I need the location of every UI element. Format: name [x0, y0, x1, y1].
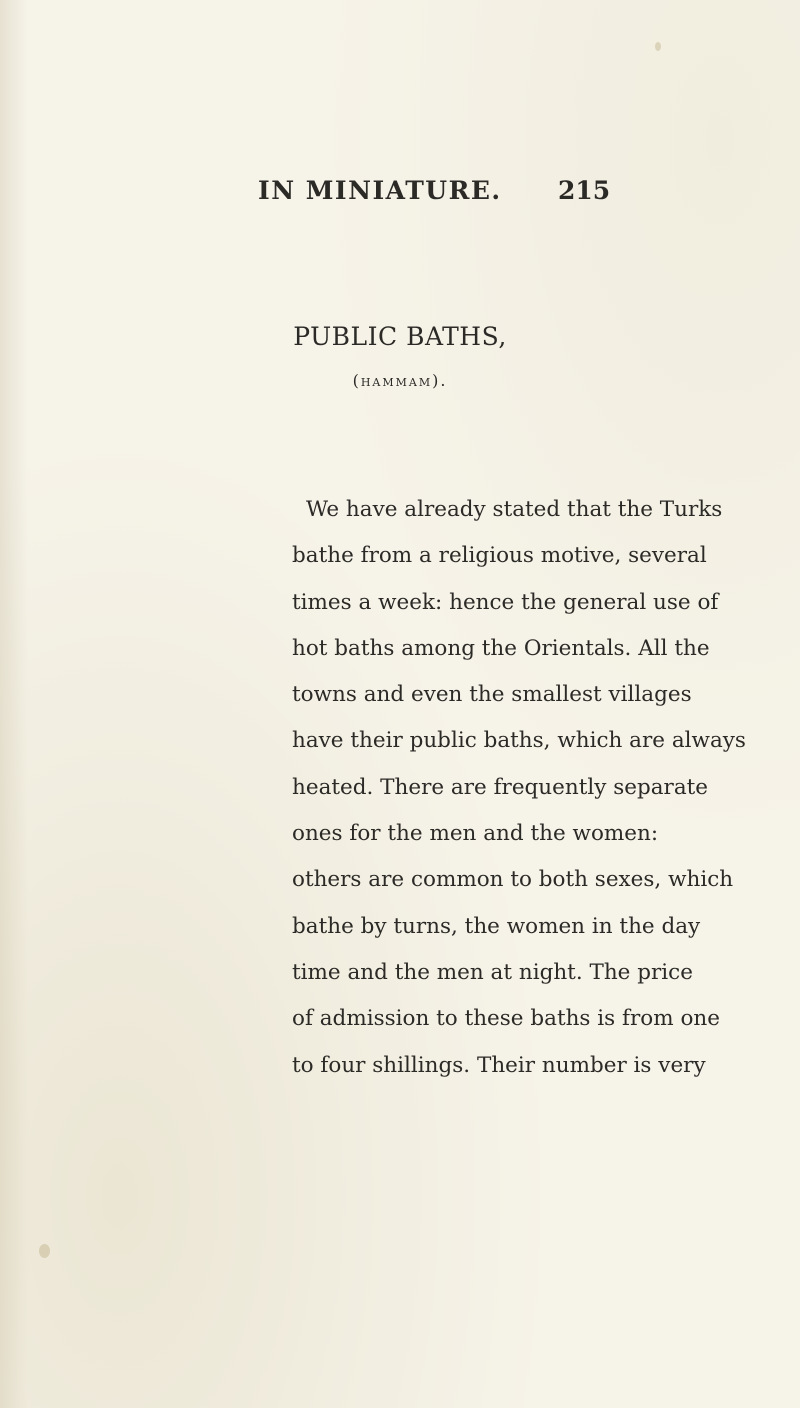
body-line: time and the men at night. The price: [292, 959, 693, 985]
body-line: We have already stated that the Turks: [306, 497, 723, 522]
section-subtitle: (hammam).: [352, 371, 448, 390]
body-line: times a week: hence the general use of: [292, 589, 719, 615]
body-line: bathe by turns, the women in the day: [292, 913, 701, 939]
body-line: towns and even the smallest villages: [292, 682, 692, 708]
body-line: hot baths among the Orientals. All the: [292, 635, 710, 661]
body-line: of admission to these baths is from one: [292, 1006, 720, 1032]
body-line: ones for the men and the women:: [292, 821, 659, 847]
body-line: have their public baths, which are always: [292, 728, 746, 754]
section-title: PUBLIC BATHS,: [293, 322, 507, 351]
paper-blemish: [655, 42, 661, 51]
running-title: IN MINIATURE.: [258, 176, 502, 205]
running-head: [0, 176, 800, 212]
body-line: bathe from a religious motive, several: [292, 543, 707, 569]
body-line: others are common to both sexes, which: [292, 867, 734, 893]
body-line: to four shillings. Their number is very: [292, 1052, 706, 1078]
body-line: heated. There are frequently separate: [292, 774, 709, 800]
body-paragraph: [292, 487, 746, 1089]
page-number: 215: [558, 176, 611, 205]
paper-blemish: [39, 1244, 50, 1258]
